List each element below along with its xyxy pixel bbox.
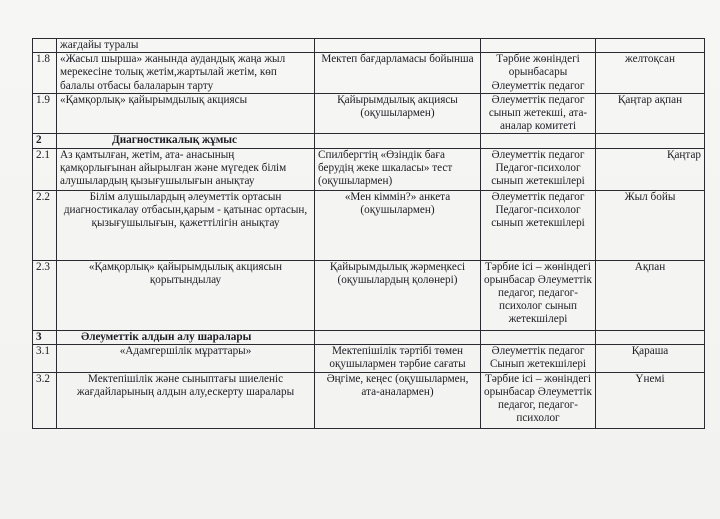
row-number <box>33 39 57 53</box>
table-row <box>33 372 705 428</box>
responsible-cell <box>481 39 596 53</box>
activity-cell: «Қамқорлық» қайырымдылық акциясын қорытындылау <box>57 260 315 330</box>
plan-table <box>32 38 705 429</box>
deadline-cell: Ақпан <box>596 260 705 330</box>
activity-cell: «Жасыл шырша» жанында аудандық жаңа жыл мерекесіне толық жетім,жартылай жетім, көп балалы отбасы балаларын тарту <box>57 53 315 94</box>
responsible-cell: Тәрбие ісі – жөніндегі орынбасар Әлеуметтік педагог, педагог-психолог сынып жетекшілері <box>481 260 596 330</box>
form-cell: Қайырымдылық жәрмеңкесі (оқушылардың қолөнері) <box>315 260 481 330</box>
section-number: 2 <box>33 134 57 148</box>
row-number: 2.1 <box>33 148 57 190</box>
section-row <box>33 134 705 148</box>
section-title: Әлеуметтік алдын алу шаралары <box>57 330 315 344</box>
row-number: 1.9 <box>33 93 57 134</box>
table-row <box>33 344 705 372</box>
responsible-cell: Тәрбие ісі – жөніндегі орынбасар Әлеуметтік педагог, педагог-психолог <box>481 372 596 428</box>
form-cell: Спилбергтің «Өзіндік баға берудің жеке шкаласы» тест (оқушылармен) <box>315 148 481 190</box>
form-cell <box>315 39 481 53</box>
deadline-cell: Қараша <box>596 344 705 372</box>
row-number: 2.2 <box>33 190 57 260</box>
row-number: 2.3 <box>33 260 57 330</box>
form-cell: Қайырымдылық акциясы (оқушылармен) <box>315 93 481 134</box>
deadline-cell <box>596 39 705 53</box>
activity-cell: Білім алушылардың әлеуметтік ортасын диагностикалау отбасын,қарым - қатынас ортасын, қызығушылығын, қажеттілігін анықтау <box>57 190 315 260</box>
empty-cell <box>481 330 596 344</box>
activity-cell: «Қамқорлық» қайырымдылық акциясы <box>57 93 315 134</box>
empty-cell <box>315 134 481 148</box>
table-row <box>33 190 705 260</box>
table-row <box>33 260 705 330</box>
responsible-cell: Әлеуметтік педагог Сынып жетекшілері <box>481 344 596 372</box>
table-row <box>33 93 705 134</box>
section-number: 3 <box>33 330 57 344</box>
empty-cell <box>596 330 705 344</box>
row-number: 3.1 <box>33 344 57 372</box>
section-title: Диагностикалық жұмыс <box>57 134 315 148</box>
empty-cell <box>481 134 596 148</box>
deadline-cell: Қаңтар <box>596 148 705 190</box>
section-row <box>33 330 705 344</box>
form-cell: «Мен кіммін?» анкета (оқушылармен) <box>315 190 481 260</box>
form-cell: Әңгіме, кеңес (оқушылармен, ата-аналармен) <box>315 372 481 428</box>
deadline-cell: желтоқсан <box>596 53 705 94</box>
deadline-cell: Жыл бойы <box>596 190 705 260</box>
table-row <box>33 53 705 94</box>
responsible-cell: Әлеуметтік педагог сынып жетекші, ата-аналар комитеті <box>481 93 596 134</box>
activity-cell: «Адамгершілік мұраттары» <box>57 344 315 372</box>
activity-cell: Мектепішілік және сыныптағы шиеленіс жағдайларының алдын алу,ескерту шаралары <box>57 372 315 428</box>
activity-cell: Аз қамтылған, жетім, ата- анасының қамқорлығынан айырылған және мүгедек білім алушылардың қызығушылығын анықтау <box>57 148 315 190</box>
empty-cell <box>596 134 705 148</box>
row-number: 3.2 <box>33 372 57 428</box>
responsible-cell: Тәрбие жөніндегі орынбасары Әлеуметтік педагог <box>481 53 596 94</box>
form-cell: Мектепішілік тәртібі төмен оқушылармен тәрбие сағаты <box>315 344 481 372</box>
deadline-cell: Қаңтар ақпан <box>596 93 705 134</box>
row-number: 1.8 <box>33 53 57 94</box>
empty-cell <box>315 330 481 344</box>
table-row <box>33 148 705 190</box>
deadline-cell: Үнемі <box>596 372 705 428</box>
responsible-cell: Әлеуметтік педагог Педагог-психолог сынып жетекшілері <box>481 148 596 190</box>
table-row <box>33 39 705 53</box>
responsible-cell: Әлеуметтік педагог Педагог-психолог сынып жетекшілері <box>481 190 596 260</box>
form-cell: Мектеп бағдарламасы бойынша <box>315 53 481 94</box>
activity-cell: жағдайы туралы <box>57 39 315 53</box>
